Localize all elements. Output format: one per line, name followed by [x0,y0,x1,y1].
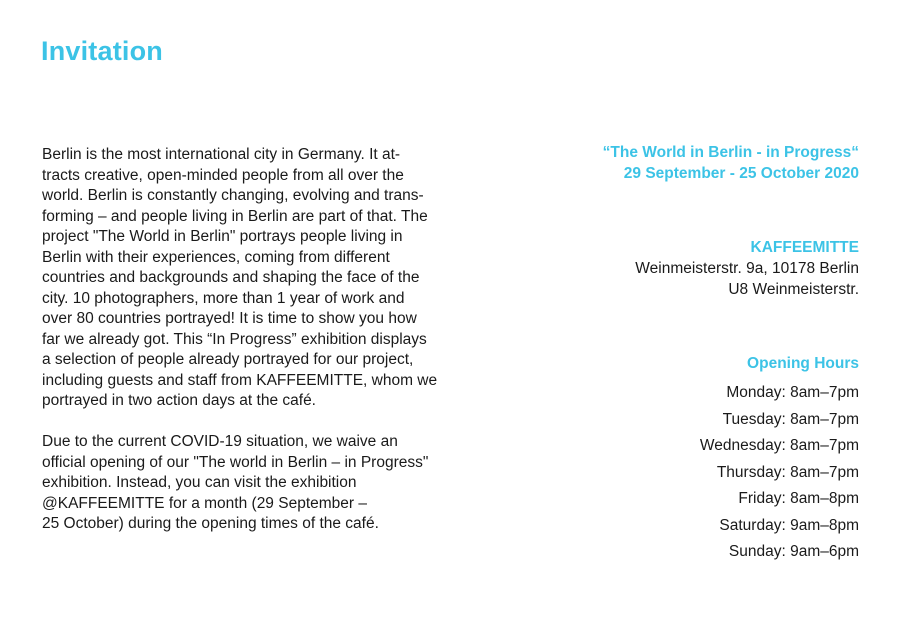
hours-saturday: Saturday: 9am–8pm [719,516,859,534]
hours-wednesday: Wednesday: 8am–7pm [699,437,859,454]
venue-info [539,237,859,300]
event-details [539,142,859,566]
venue-address: Weinmeisterstr. 9a, 10178 Berlin [635,260,859,277]
hours-tuesday: Tuesday: 8am–7pm [722,410,859,428]
opening-hours-list [539,380,859,566]
venue-name: KAFFEEMITTE [750,239,859,256]
exhibition-name: “The World in Berlin - in Progress“ [602,144,859,161]
page-title: Invitation [41,36,163,66]
opening-hours [539,353,859,566]
opening-hours-heading: Opening Hours [747,355,859,372]
exhibition-info [539,142,859,184]
hours-thursday: Thursday: 8am–7pm [716,463,859,481]
body-paragraph-intro: Berlin is the most international city in Germany. It at- tracts creative, open-minded people from all over the world. Berlin is constantly changing, evolving and trans- forming – and people living in Berlin are part of that. The project "The World in Berlin" portrays people living in Berlin with their experiences, coming from different countries and backgrounds and shaping the face of the city. 10 photographers, more than 1 year of work and over 80 countries portrayed! It is time to show you how far we already got. This “In Progress” exhibition displays a selection of people already portrayed for our project, including guests and staff from KAFFEEMITTE, whom we portrayed in two action days at the café. [42,146,438,409]
invitation-body [42,145,454,555]
hours-sunday: Sunday: 9am–6pm [728,543,859,560]
hours-friday: Friday: 8am–8pm [738,490,859,507]
body-paragraph-covid-notice: Due to the current COVID-19 situation, we waive an official opening of our "The world in Berlin – in Progress" exhibition. Instead, you can visit the exhibition @KAFFEEMITTE for a month (29 September – 25 October) during the opening times of the café. [42,433,429,532]
hours-monday: Monday: 8am–7pm [726,384,859,401]
venue-transit: U8 Weinmeisterstr. [728,281,859,298]
exhibition-dates: 29 September - 25 October 2020 [623,165,859,182]
